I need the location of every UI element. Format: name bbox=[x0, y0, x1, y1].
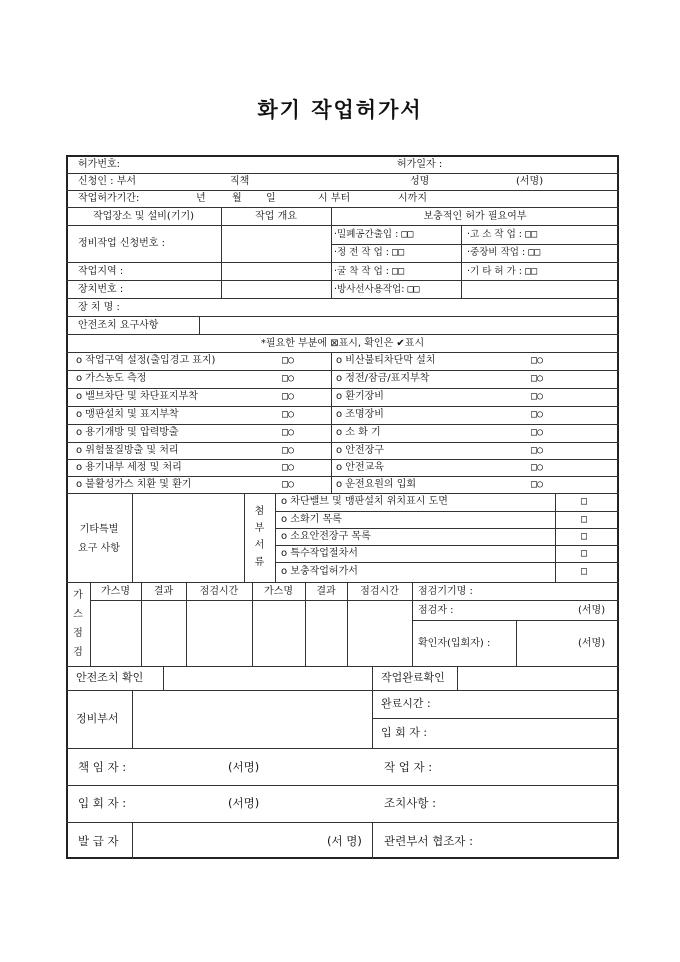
gas-confirmer-sign: (서명) bbox=[578, 638, 606, 649]
applicant-position-label: 직책 bbox=[230, 176, 250, 187]
completion-time-label: 완료시간 : bbox=[381, 697, 431, 710]
gas-side-char: 스 bbox=[73, 609, 83, 620]
applicant-name-label: 성명 bbox=[410, 176, 430, 187]
permit-work-at-height: ·고 소 작 업 : □□ bbox=[467, 229, 538, 240]
other-requirements-label-1: 기타특별 bbox=[79, 524, 119, 535]
applicant-sign-mark: (서명) bbox=[516, 176, 544, 187]
attached-document-checkbox[interactable]: □ bbox=[581, 514, 588, 525]
checklist-right-mark[interactable]: □○ bbox=[531, 479, 544, 490]
attachments-char: 류 bbox=[254, 557, 265, 568]
action-label: 조치사항 : bbox=[384, 796, 436, 810]
attached-document-checkbox[interactable]: □ bbox=[581, 548, 588, 559]
device-number-label: 장치번호 : bbox=[78, 284, 124, 295]
permit-checkbox[interactable]: □□ bbox=[525, 266, 538, 277]
device-name-label: 장 치 명 : bbox=[78, 302, 120, 313]
permit-radiation: ·방사선사용작업: □□ bbox=[334, 284, 420, 295]
checklist-right-mark[interactable]: □○ bbox=[531, 409, 544, 420]
witness2-sign: (서명) bbox=[228, 796, 260, 810]
permit-checkbox[interactable]: □□ bbox=[525, 229, 538, 240]
attached-document-checkbox[interactable]: □ bbox=[581, 531, 588, 542]
checklist-right-mark[interactable]: □○ bbox=[531, 355, 544, 366]
gas-col-header: 점검시간 bbox=[199, 586, 239, 597]
period-month: 월 bbox=[232, 193, 242, 204]
gas-col-header: 결과 bbox=[316, 586, 336, 597]
checklist-left-item: o 밸브차단 및 차단표지부착 bbox=[76, 391, 198, 402]
checklist-right-item: o 소 화 기 bbox=[336, 427, 381, 438]
period-year: 년 bbox=[196, 193, 206, 204]
gas-col-header: 가스명 bbox=[264, 586, 293, 597]
checklist-left-item: o 용기내부 세정 및 처리 bbox=[76, 462, 182, 473]
attached-document-item: o 소요안전장구 목록 bbox=[281, 531, 371, 542]
checklist-right-item: o 조명장비 bbox=[336, 409, 384, 420]
maintenance-dept-label: 정비부서 bbox=[76, 712, 119, 725]
gas-col-header: 결과 bbox=[153, 586, 174, 597]
gas-side-char: 점 bbox=[73, 628, 83, 639]
permit-other: ·기 타 허 가 : □□ bbox=[467, 266, 538, 277]
attached-document-item: o 소화기 목록 bbox=[281, 514, 342, 525]
checklist-right-mark[interactable]: □○ bbox=[531, 391, 544, 402]
work-period-label: 작업허가기간: bbox=[78, 193, 140, 204]
checklist-left-item: o 가스농도 측정 bbox=[76, 373, 147, 384]
col-extra-permits: 보충적인 허가 필요여부 bbox=[423, 211, 527, 222]
gas-col-header: 가스명 bbox=[101, 586, 130, 597]
safety-confirm-label: 안전조치 확인 bbox=[76, 671, 144, 684]
checklist-right-item: o 안전장구 bbox=[336, 445, 384, 456]
issuer-label: 발 급 자 bbox=[78, 834, 119, 848]
checklist-left-mark[interactable]: □○ bbox=[282, 391, 295, 402]
maintenance-request-number-label: 정비작업 신청번호 : bbox=[78, 238, 166, 249]
document-title: 화기 작업허가서 bbox=[257, 98, 423, 122]
period-day: 일 bbox=[266, 193, 276, 204]
safety-requirements-label: 안전조치 요구사항 bbox=[78, 320, 159, 331]
gas-device-label: 점검기기명 : bbox=[418, 586, 473, 597]
checklist-right-item: o 운전요원의 입회 bbox=[336, 479, 417, 490]
applicant-department-label: 신청인 : 부서 bbox=[78, 176, 137, 187]
issuer-sign: (서 명) bbox=[327, 834, 362, 848]
permit-excavation: ·굴 착 작 업 : □□ bbox=[334, 266, 405, 277]
witness2-label: 입 회 자 : bbox=[78, 796, 127, 810]
checklist-left-mark[interactable]: □○ bbox=[282, 445, 295, 456]
permit-confined-space: ·밀폐공간출입 : □□ bbox=[334, 229, 414, 240]
checklist-left-item: o 위험물질방출 및 처리 bbox=[76, 445, 179, 456]
worker-label: 작 업 자 : bbox=[384, 760, 433, 774]
gas-col-header: 점검시간 bbox=[360, 586, 399, 597]
gas-side-char: 가 bbox=[73, 590, 83, 601]
responsible-sign: (서명) bbox=[228, 760, 260, 774]
checklist-left-mark[interactable]: □○ bbox=[282, 427, 295, 438]
gas-inspector-sign: (서명) bbox=[578, 605, 606, 616]
checklist-left-mark[interactable]: □○ bbox=[282, 479, 295, 490]
permit-checkbox[interactable]: □□ bbox=[392, 266, 405, 277]
permit-checkbox[interactable]: □□ bbox=[401, 229, 414, 240]
period-from: 시 부터 bbox=[318, 193, 351, 204]
checklist-right-mark[interactable]: □○ bbox=[531, 445, 544, 456]
checklist-left-item: o 용기개방 및 압력방출 bbox=[76, 427, 179, 438]
permit-checkbox[interactable]: □□ bbox=[407, 284, 420, 295]
checklist-left-mark[interactable]: □○ bbox=[282, 355, 295, 366]
marking-notice: *필요한 부분에 ⊠표시, 확인은 ✔표시 bbox=[260, 338, 425, 349]
permit-number-label: 허가번호: bbox=[78, 159, 121, 170]
checklist-right-mark[interactable]: □○ bbox=[531, 373, 544, 384]
attached-document-item: o 보충작업허가서 bbox=[281, 566, 358, 577]
checklist-right-item: o 정전/잠금/표지부착 bbox=[336, 373, 430, 384]
attached-document-checkbox[interactable]: □ bbox=[581, 496, 588, 507]
permit-heavy-equipment: ·중장비 작업 : □□ bbox=[467, 247, 541, 258]
checklist-right-item: o 비산불티차단막 설치 bbox=[336, 355, 436, 366]
gas-confirmer-label: 확인자(입회자) : bbox=[418, 638, 491, 649]
work-area-label: 작업지역 : bbox=[78, 266, 124, 277]
work-complete-confirm-label: 작업완료확인 bbox=[381, 671, 445, 684]
other-requirements-label-2: 요구 사항 bbox=[78, 543, 120, 554]
checklist-right-mark[interactable]: □○ bbox=[531, 462, 544, 473]
period-until: 시까지 bbox=[398, 193, 427, 204]
responsible-person-label: 책 임 자 : bbox=[78, 760, 127, 774]
gas-side-char: 검 bbox=[73, 647, 83, 658]
attached-document-item: o 특수작업절차서 bbox=[281, 548, 358, 559]
permit-power-outage: ·정 전 작 업 : □□ bbox=[334, 247, 405, 258]
permit-date-label: 허가일자 : bbox=[397, 159, 443, 170]
checklist-left-mark[interactable]: □○ bbox=[282, 462, 295, 473]
attached-document-checkbox[interactable]: □ bbox=[581, 566, 588, 577]
col-work-overview: 작업 개요 bbox=[255, 211, 297, 222]
checklist-right-item: o 안전교육 bbox=[336, 462, 384, 473]
permit-checkbox[interactable]: □□ bbox=[392, 247, 405, 258]
permit-checkbox[interactable]: □□ bbox=[528, 247, 541, 258]
checklist-right-mark[interactable]: □○ bbox=[531, 427, 544, 438]
checklist-right-item: o 환기장비 bbox=[336, 391, 384, 402]
attached-document-item: o 차단밸브 및 맹판설치 위치표시 도면 bbox=[281, 496, 448, 507]
attachments-char: 서 bbox=[254, 540, 265, 551]
witness-label: 입 회 자 : bbox=[381, 726, 428, 739]
checklist-left-item: o 작업구역 설정(출입경고 표지) bbox=[76, 355, 216, 366]
attachments-char: 첨 bbox=[254, 506, 265, 517]
checklist-left-item: o 맹판설치 및 표지부착 bbox=[76, 409, 179, 420]
checklist-left-item: o 불활성가스 치환 및 환기 bbox=[76, 479, 192, 490]
attachments-char: 부 bbox=[254, 523, 265, 534]
checklist-left-mark[interactable]: □○ bbox=[282, 373, 295, 384]
col-work-place: 작업장소 및 설비(기기) bbox=[92, 211, 195, 222]
gas-inspector-label: 점검자 : bbox=[418, 605, 454, 616]
checklist-left-mark[interactable]: □○ bbox=[282, 409, 295, 420]
cooperator-label: 관련부서 협조자 : bbox=[384, 834, 473, 848]
